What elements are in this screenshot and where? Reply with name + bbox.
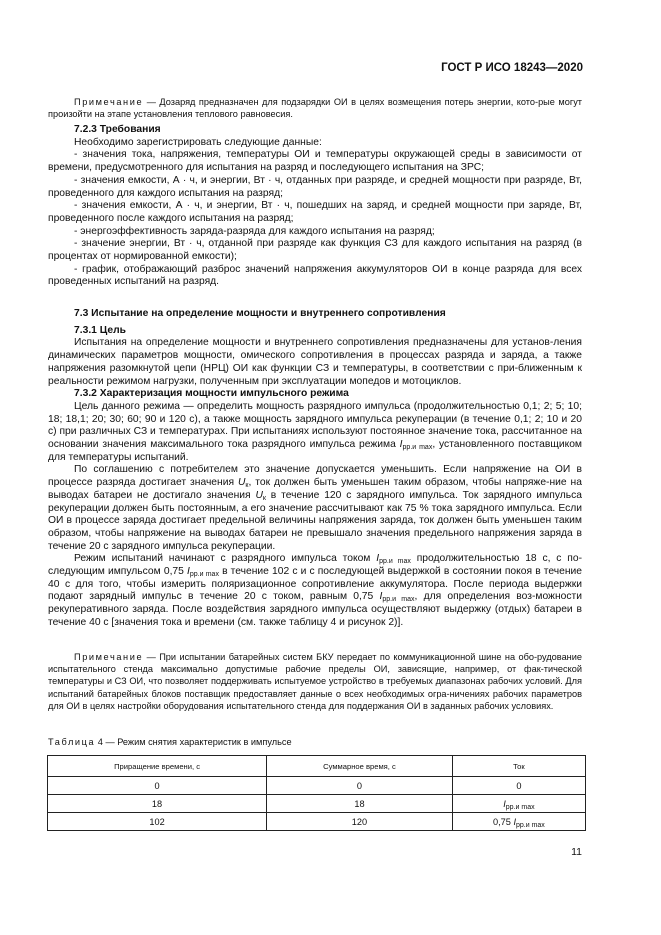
note-text: — При испытании батарейных систем БКУ передает по коммуникационной шине на обо-рудование испытательного стенда максимально допустимые рабочие пределы ОИ, зависящие, например, от фак-тической температуры и СЗ ОИ, что позволяет поддерживать испытуемое устройство в требуемых диапазонах рабочих условий. Для испытаний батарейных блоков поставщик предоставляет данные о всех необходимых огра-ничениях рабочих параметров для ОИ в целях настройки оборудования испытательного стенда для поддержания ОИ в заданных рабочих условиях. — [48, 652, 582, 711]
table-header-row — [48, 756, 586, 777]
note-bms — [48, 651, 582, 712]
table-cell: 0 — [452, 777, 585, 795]
list-item: - значение энергии, Вт · ч, отданной при разряде как функция СЗ для каждого испытания на разряд (в процентах от нормированной емкости); — [48, 238, 582, 263]
list-item: - энергоэффективность заряда-разряда для каждого испытания на разряд; — [74, 225, 435, 237]
column-header: Суммарное время, с — [267, 756, 453, 777]
document-header: ГОСТ Р ИСО 18243—2020 — [441, 62, 583, 74]
paragraph: Режим испытаний начинают с разрядного импульса током $I_{рр.и max}$ продолжительностью 18 с, с по-следующим импульсом 0,75 $I_{рр.и max}$ в течение 102 с и с последующей выдержкой в состоянии покоя в течение 40 с для того, чтобы измерить поляризационное сопротивление аккумулятора. После периода выдержки подают зарядный импульс в течение 20 с током, равным 0,75 $I_{рр.и max}$, для определения воз-можности рекуперативного заряда. После воздействия зарядного импульса осуществляют выдержку (отдых) батареи в течение 40 с [значения тока и времени (см. также таблицу 4 и рисунок 2)]. — [48, 553, 583, 628]
table-row — [48, 777, 586, 795]
paragraph: По соглашению с потребителем это значение допускается уменьшить. Если напряжение на ОИ в процессе разряда достигает значения $U_к$, ток должен быть уменьшен таким образом, чтобы напряже-ние на выводах батареи не достигало значения $U_к$ в течение 120 с зарядного импульса. Ток зарядного импульса рекуперации должен быть постоянным, а его значение рассчитывают как 75 % тока зарядного импульса. Если ОИ в процессе заряда достигает предельной величины напряжения заряда, ток должен быть уменьшен таким образом, чтобы напряжение на выводах батареи не превышало значения предельного напряжения заряда в течение 20 с зарядного импульса рекуперации. — [48, 464, 582, 552]
list-item: - значения емкости, А · ч, и энергии, Вт · ч, пошедших на заряд, и средней мощности при заряде, Вт, проведенного после каждого испытания на разряд; — [48, 200, 582, 224]
table-row — [48, 795, 586, 813]
note-recharge — [48, 96, 582, 120]
section-title: 7.3 Испытание на определение мощности и внутреннего сопротивления — [74, 308, 446, 319]
section-7-2-3 — [48, 124, 582, 289]
list-item: - график, отображающий разброс значений напряжения аккумуляторов ОИ в конце разряда для всех проведенных испытаний на разряд. — [48, 263, 582, 288]
column-header: Ток — [452, 756, 585, 777]
paragraph: Испытания на определение мощности и внутреннего сопротивления предназначены для установ-ления динамических параметров мощности, омического сопротивления в процессах разряда и заряда, а также напряжения разомкнутой цепи (НРЦ) ОИ как функции СЗ и температуры, в соответствии с при-ближенным к реальности режимом нагрузки, полученным при эксплуатации мопедов и мотоциклов. — [48, 337, 582, 387]
list-item: - значения емкости, А · ч, и энергии, Вт · ч, отданных при разряде, и средней мощности при разряде, Вт, проведенного для каждого испытания на разряд; — [48, 174, 582, 199]
table-cell: 18 — [48, 795, 267, 813]
table-cell: 102 — [48, 813, 267, 831]
list-item: - значения тока, напряжения, температуры ОИ и температуры окружающей среды в зависимости от времени, предусмотренного для испытания на разряд и последующего испытания на ЗРС; — [48, 149, 582, 174]
pulse-mode-table — [47, 755, 586, 831]
note-label: Примечание — [74, 652, 144, 662]
table-cell: 0,75 $I_{рр.и max}$ — [452, 813, 585, 831]
subsection-title: 7.3.1 Цель — [74, 324, 127, 336]
page-number: 11 — [571, 846, 582, 858]
table-row — [48, 813, 586, 831]
table-cell: 0 — [267, 777, 453, 795]
paragraph: Необходимо зарегистрировать следующие данные: — [74, 136, 322, 148]
section-7-3 — [48, 308, 582, 630]
note-text: — Дозаряд предназначен для подзарядки ОИ в целях возмещения потерь энергии, кото-рые могут произойти на этапе установления теплового равновесия. — [48, 97, 582, 120]
paragraph: Цель данного режима — определить мощность разрядного импульса (продолжительностью 0,1; 2; 5; 10; 18; 18,1; 20; 30; 60; 90 и 120 с), а также мощность зарядного импульса рекуперации (в течение 0,1; 2; 10 и 20 с) при различных СЗ и температурах. При испытаниях используют постоянное значение тока, рассчитанное на основании значения максимального тока разрядного импульса режима $I_{рр.и max}$, установленного поставщиком для температуры испытаний. — [48, 400, 582, 463]
table-caption: Таблица 4 — Режим снятия характеристик в импульсе — [48, 737, 292, 747]
note-label: Примечание — [74, 97, 144, 107]
section-title: 7.2.3 Требования — [74, 124, 161, 135]
column-header: Приращение времени, с — [48, 756, 267, 777]
table-cell: 18 — [267, 795, 453, 813]
table-cell: 0 — [48, 777, 267, 795]
table-cell: $I_{рр.и max}$ — [452, 795, 585, 813]
subsection-title: 7.3.2 Характеризация мощности импульсного режима — [74, 388, 349, 400]
table-cell: 120 — [267, 813, 453, 831]
